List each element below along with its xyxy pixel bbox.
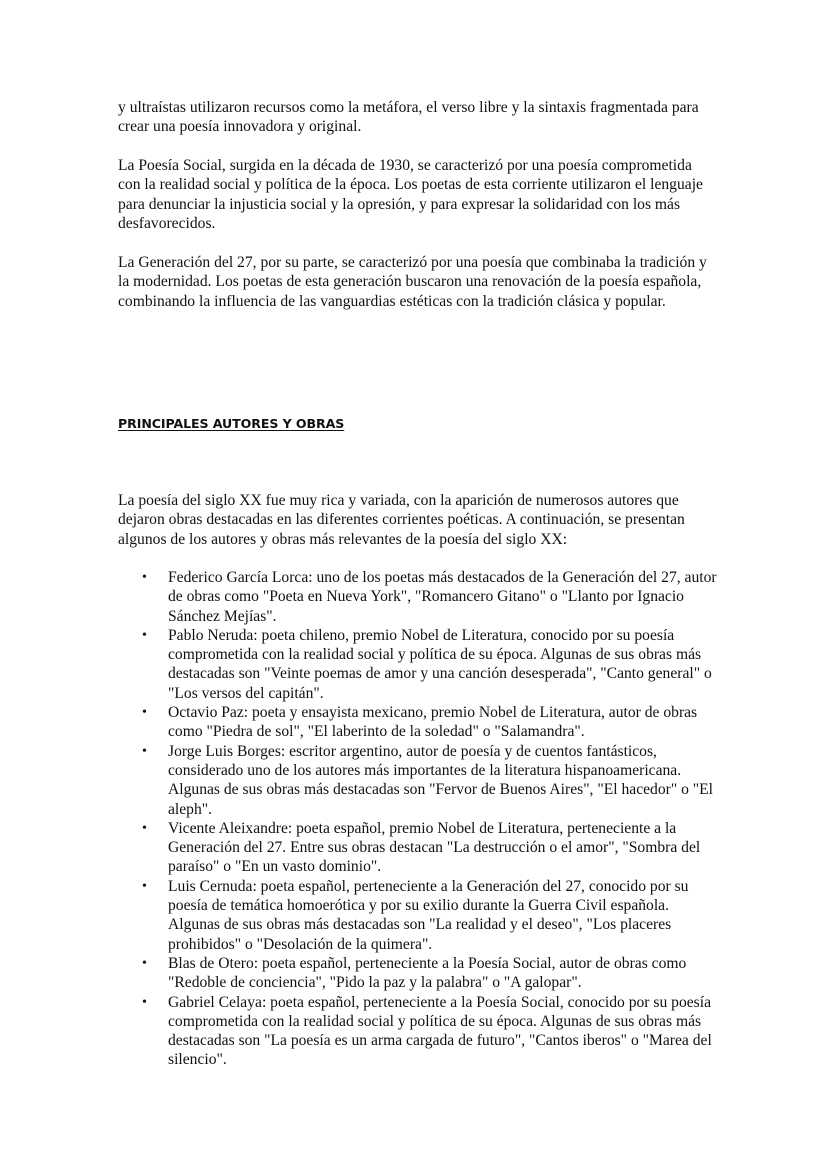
bullet-icon: • — [142, 743, 147, 759]
section-heading: PRINCIPALES AUTORES Y OBRAS — [118, 416, 345, 431]
list-item-text: Pablo Neruda: poeta chileno, premio Nobel de Literatura, conocido por su poesía comprometida con la realidad social y política de su época. Algunas de sus obras más destacadas son "Veinte poemas de amor y una canción desesperada", "Canto general" o "Los versos del capitán". — [168, 626, 712, 702]
bullet-icon: • — [142, 570, 147, 585]
paragraph-intro: La poesía del siglo XX fue muy rica y variada, con la aparición de numerosos autores que dejaron obras destacadas en las diferentes corrientes poéticas. A continuación, se presentan algunos de los autores y obras más relevantes de la poesía del siglo XX: — [118, 492, 685, 548]
bullet-icon: • — [142, 994, 147, 1010]
list-item-text: Gabriel Celaya: poeta español, perteneciente a la Poesía Social, conocido por su poesía comprometida con la realidad social y política de su época. Algunas de sus obras más destacadas son "La poesía es un arma cargada de futuro", "Cantos iberos" o "Marea del silencio". — [168, 993, 712, 1069]
bullet-icon: • — [142, 955, 147, 971]
list-item-text: Blas de Otero: poeta español, perteneciente a la Poesía Social, autor de obras como "Redoble de conciencia", "Pido la paz y la palabra" o "A galopar". — [168, 954, 687, 992]
authors-list — [142, 568, 720, 1070]
list-item — [142, 819, 720, 877]
list-item — [142, 703, 720, 742]
list-item — [142, 954, 720, 993]
bullet-icon: • — [142, 820, 147, 836]
list-item-text: Jorge Luis Borges: escritor argentino, autor de poesía y de cuentos fantásticos, considerado uno de los autores más importantes de la literatura hispanoamericana. Algunas de sus obras más destacadas son "Fervor de Buenos Aires", "El hacedor" o "El aleph". — [168, 742, 714, 818]
list-item — [142, 877, 720, 954]
list-item — [142, 993, 720, 1070]
list-item — [142, 626, 720, 703]
bullet-icon: • — [142, 627, 147, 643]
paragraph-generacion-27: La Generación del 27, por su parte, se caracterizó por una poesía que combinaba la tradición y la modernidad. Los poetas de esta generación buscaron una renovación de la poesía española, combinando la influencia de las vanguardias estéticas con la tradición clásica y popular. — [118, 254, 707, 310]
bullet-icon: • — [142, 705, 147, 721]
list-item — [142, 568, 720, 626]
list-item-text: Federico García Lorca: uno de los poetas más destacados de la Generación del 27, autor de obras como "Poeta en Nueva York", "Romancero Gitano" o "Llanto por Ignacio Sánchez Mejías". — [168, 569, 717, 625]
list-item — [142, 742, 720, 819]
paragraph-poesia-social: La Poesía Social, surgida en la década de 1930, se caracterizó por una poesía comprometida con la realidad social y política de la época. Los poetas de esta corriente utilizaron el lenguaje para denunciar la injusticia social y la opresión, y para expresar la solidaridad con los más desfavorecidos. — [118, 157, 703, 232]
paragraph-ultraistas: y ultraístas utilizaron recursos como la metáfora, el verso libre y la sintaxis fragmentada para crear una poesía innovadora y original. — [118, 99, 699, 136]
list-item-text: Vicente Aleixandre: poeta español, premio Nobel de Literatura, perteneciente a la Generación del 27. Entre sus obras destacan "La destrucción o el amor", "Sombra del paraíso" o "En un vasto dominio". — [168, 819, 701, 876]
list-item-text: Luis Cernuda: poeta español, perteneciente a la Generación del 27, conocido por su poesía de temática homoerótica y por su exilio durante la Guerra Civil española. Algunas de sus obras más destacadas son "La realidad y el deseo", "Los placeres prohibidos" o "Desolación de la quimera". — [168, 877, 689, 953]
list-item-text: Octavio Paz: poeta y ensayista mexicano, premio Nobel de Literatura, autor de obras como "Piedra de sol", "El laberinto de la soledad" o "Salamandra". — [168, 704, 698, 741]
bullet-icon: • — [142, 878, 147, 894]
